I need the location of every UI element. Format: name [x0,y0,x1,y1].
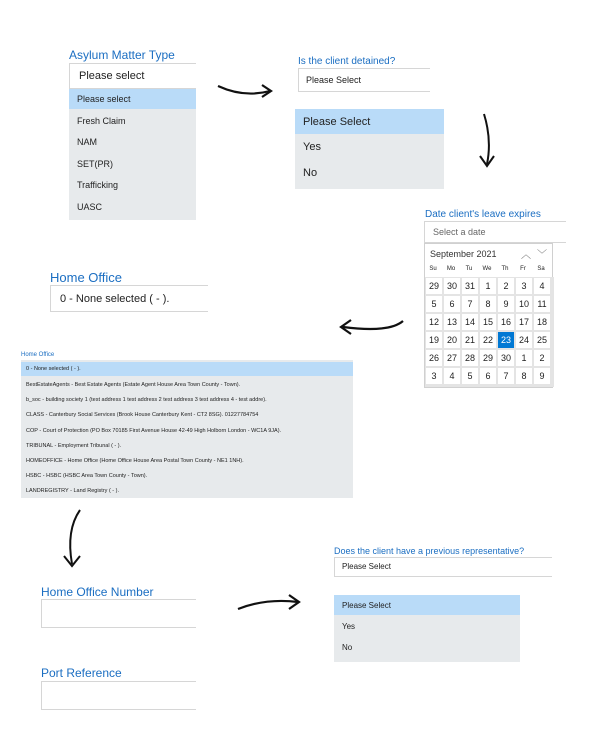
calendar-day[interactable]: 26 [426,350,442,366]
previous-representative-options [334,595,520,662]
calendar-day[interactable]: 14 [462,314,478,330]
calendar-day[interactable]: 2 [498,278,514,294]
home-office-option-none[interactable]: 0 - None selected ( - ). [21,362,353,376]
previous-representative-select[interactable] [334,557,552,577]
calendar-day[interactable]: 15 [480,314,496,330]
calendar-day[interactable]: 8 [480,296,496,312]
asylum-option-fresh-claim[interactable]: Fresh Claim [77,115,126,126]
calendar-day[interactable]: 9 [498,296,514,312]
home-office-option-homeoffice[interactable]: HOMEOFFICE - Home Office (Home Office House Area Postal Town County - NE1 1NH). [26,457,244,464]
leave-expires-date-input[interactable] [424,221,566,243]
previous-representative-option-no[interactable]: No [342,643,353,652]
asylum-option-nam[interactable]: NAM [77,136,97,147]
previous-representative-value: Please Select [342,562,391,571]
asylum-matter-type-value: Please select [79,70,145,82]
home-office-select[interactable] [50,285,208,312]
calendar-day[interactable]: 31 [462,278,478,294]
calendar-day[interactable]: 4 [444,368,460,384]
calendar-day[interactable]: 1 [516,350,532,366]
calendar-day[interactable]: 28 [462,350,478,366]
calendar-day[interactable]: 20 [444,332,460,348]
calendar-day[interactable]: 29 [480,350,496,366]
calendar-prev-month-icon[interactable]: ︿ [521,250,531,261]
calendar-day[interactable]: 6 [480,368,496,384]
calendar-next-month-icon[interactable]: ﹀ [537,250,547,261]
asylum-option-please-select[interactable]: Please select [69,89,196,109]
detained-option-no[interactable]: No [303,166,318,179]
home-office-option-best-estate-agents[interactable]: BestEstateAgents - Best Estate Agents (Estate Agent House Area Town County - Town). [26,381,241,388]
weekday-sa: Sa [537,266,545,272]
previous-representative-label: Does the client have a previous representative? [334,546,525,556]
weekday-mo: Mo [446,266,456,272]
arrow-right-icon [216,80,276,102]
calendar-day[interactable]: 8 [516,368,532,384]
detained-option-yes[interactable]: Yes [303,140,321,153]
weekday-su: Su [429,266,437,272]
calendar-day[interactable]: 19 [426,332,442,348]
calendar-day[interactable]: 4 [534,278,550,294]
home-office-option-hsbc[interactable]: HSBC - HSBC (HSBC Area Town County - Town). [26,472,148,479]
arrow-down-icon [476,112,500,170]
calendar-day[interactable]: 30 [444,278,460,294]
calendar-day[interactable]: 3 [426,368,442,384]
calendar-day[interactable]: 11 [534,296,550,312]
port-reference-input[interactable] [41,681,196,710]
weekday-we: We [482,266,492,272]
detained-option-please-select[interactable]: Please Select [295,109,444,134]
detained-select[interactable] [298,68,430,92]
leave-expires-label: Date client's leave expires [425,209,541,220]
calendar-day[interactable]: 10 [516,296,532,312]
calendar-day[interactable]: 27 [444,350,460,366]
asylum-option-trafficking[interactable]: Trafficking [77,179,119,190]
calendar-day[interactable]: 25 [534,332,550,348]
calendar-day[interactable]: 17 [516,314,532,330]
calendar-day[interactable]: 30 [498,350,514,366]
calendar-weekday-row [425,266,554,276]
calendar-day[interactable]: 18 [534,314,550,330]
calendar-day[interactable]: 7 [498,368,514,384]
detained-value: Please Select [306,75,362,85]
home-office-option-cop[interactable]: COP - Court of Protection (PO Box 70185 First Avenue House 42-49 High Holborn London - WC1A 9JA). [26,427,282,434]
weekday-tu: Tu [465,266,473,272]
calendar-days [425,277,554,387]
calendar-day[interactable]: 21 [462,332,478,348]
calendar-day[interactable]: 2 [534,350,550,366]
home-office-label: Home Office [50,270,123,285]
home-office-option-landregistry[interactable]: LANDREGISTRY - Land Registry ( - ). [26,487,120,494]
arrow-right-icon [236,590,306,614]
asylum-option-uasc[interactable]: UASC [77,201,103,212]
calendar-day[interactable]: 12 [426,314,442,330]
previous-representative-option-please-select[interactable]: Please Select [334,595,520,615]
weekday-th: Th [501,266,509,272]
calendar-day[interactable]: 5 [426,296,442,312]
home-office-number-label: Home Office Number [41,585,154,599]
home-office-list-label: Home Office [21,352,55,358]
calendar-day[interactable]: 6 [444,296,460,312]
calendar-day[interactable]: 24 [516,332,532,348]
calendar-day[interactable]: 5 [462,368,478,384]
home-office-option-tribunal[interactable]: TRIBUNAL - Employment Tribunal ( - ). [26,442,122,449]
arrow-left-icon [337,315,407,341]
asylum-matter-type-options [69,89,196,220]
weekday-fr: Fr [520,266,526,272]
previous-representative-option-yes[interactable]: Yes [342,622,356,631]
calendar-day[interactable]: 22 [480,332,496,348]
asylum-matter-type-label: Asylum Matter Type [69,48,175,62]
calendar-popup [424,243,553,388]
calendar-day[interactable]: 16 [498,314,514,330]
home-office-options [21,360,353,498]
port-reference-label: Port Reference [41,666,122,680]
calendar-month-label[interactable]: September 2021 [430,249,497,259]
home-office-option-class[interactable]: CLASS - Canterbury Social Services (Brook House Canterbury Kent - CT2 8SG). 01227784754 [26,411,259,418]
arrow-down-icon [60,508,86,570]
detained-label: Is the client detained? [298,56,396,67]
asylum-matter-type-select[interactable] [69,63,196,89]
home-office-number-input[interactable] [41,599,196,628]
leave-expires-placeholder: Select a date [433,227,486,237]
calendar-day[interactable]: 9 [534,368,550,384]
detained-options [295,109,444,189]
calendar-day[interactable]: 29 [426,278,442,294]
calendar-day[interactable]: 3 [516,278,532,294]
calendar-day[interactable]: 23 [498,332,514,348]
asylum-option-set-pr[interactable]: SET(PR) [77,158,113,169]
home-office-value: 0 - None selected ( - ). [60,293,170,305]
calendar-day[interactable]: 1 [480,278,496,294]
home-office-option-b-soc[interactable]: b_soc - building society 1 (test address 1 test address 2 test address 3 test address 4 - test addre). [26,396,267,403]
calendar-day[interactable]: 7 [462,296,478,312]
calendar-day[interactable]: 13 [444,314,460,330]
